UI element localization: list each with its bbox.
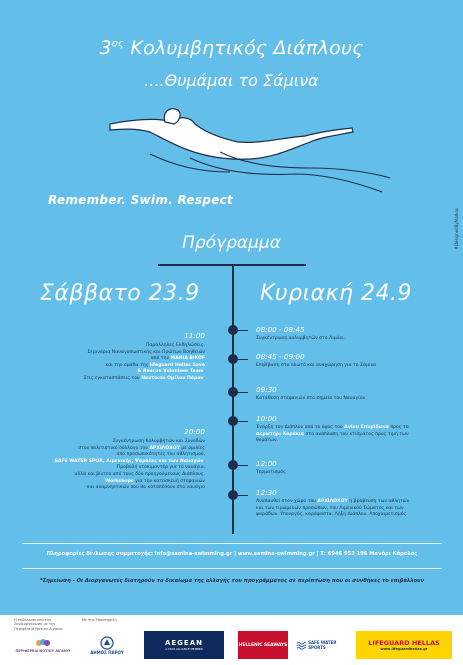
organizer-label: Η εκδήλωση υπό την Συνδιοργάνωση με την Περιφέρεια Νοτίου Αιγαίου bbox=[14, 618, 63, 631]
event-description bbox=[5, 343, 205, 383]
schedule-line: SAFE WATER SPOR, Λιμενικής, Ψαράδες και των Ναυαγών. bbox=[54, 458, 205, 464]
schedule-line: θυμάτων. bbox=[256, 438, 279, 444]
schedule-line: Συγκέντρωση Κολυμβητών και Συνοδών bbox=[112, 439, 205, 444]
timeline-connector bbox=[234, 421, 248, 422]
schedule-line: Workshops για την κατασκευή στεφανιών bbox=[105, 478, 205, 484]
schedule-line: ψαράδων. Υπουργός, καράφαστα, Λήξη Διάπλου. Αποχαιρετισμός bbox=[256, 512, 407, 518]
schedule-line: Παράλληλες Εκδηλώσεις, bbox=[145, 343, 205, 348]
sponsor-footer bbox=[0, 615, 463, 665]
municipality-logo: ΔΗΜΟΣ ΠΑΡΟΥ bbox=[82, 631, 132, 659]
event-title: $3^{o\varsigma}$ Κολυμβητικός Διάπλους bbox=[99, 37, 364, 59]
schedule-line: αλλά και βίντεο από τους δύο προηγούμενους Διάπλους. bbox=[74, 471, 205, 477]
hellenic-seaways-logo: HELLENIC SEAWAYS bbox=[238, 631, 288, 659]
event-description bbox=[256, 336, 446, 343]
event-time: 12:00 bbox=[256, 459, 277, 468]
contact-info: Πληροφορίες δίνλωσης συμμετοχής: info@samina-swimming.gr | www.samina-swimming.gr | Τ: 6946 952 196 Μανόρι Κάραλος bbox=[46, 551, 418, 557]
schedule-line: Αναπαυθεί στον χώρο του ΑΡΧΙΛΟΧΟΥ η βράβευση των αθλητών bbox=[256, 499, 410, 504]
motto-text: Remember. Swim. Respect bbox=[48, 193, 234, 207]
lifeguard-hellas-logo: LIFEGUARD HELLAS www.lifeguardhellas.gr bbox=[356, 631, 452, 659]
divider-line bbox=[22, 568, 442, 569]
event-time: 20:00 bbox=[184, 427, 205, 436]
event-time: 08:00 - 08:45 bbox=[256, 325, 305, 334]
region-logo: ΠΕΡΙΦΕΡΕΙΑ ΝΟΤΙΟΥ ΑΙΓΑΙΟΥ bbox=[14, 631, 72, 659]
event-time: 10:00 bbox=[256, 414, 277, 423]
event-time: 12:30 bbox=[256, 488, 277, 497]
schedule-line: Τερματισμός bbox=[256, 470, 286, 475]
timeline-connector bbox=[234, 392, 248, 393]
schedule-line: Επιβίβαση στο πλωτό και αναχώρηση για το Σάμινα bbox=[256, 363, 377, 368]
designer-credit: #DesignedByMarkos bbox=[454, 208, 459, 250]
schedule-line: & Rescue Volunteer Team. bbox=[137, 369, 205, 375]
schedule-line: και αναμνηστικών που θα καταπέσουν στο ναυάγιο bbox=[86, 485, 205, 491]
event-description bbox=[256, 470, 446, 477]
day-heading-saturday: Σάββατο 23.9 bbox=[40, 281, 200, 306]
day-heading-sunday: Κυριακή 24.9 bbox=[260, 281, 412, 306]
schedule-line: και την ομάδα της lifeguard Hellas Save bbox=[105, 362, 205, 368]
swimmer-illustration bbox=[70, 102, 400, 202]
schedule-line: στον πολιτιστικό σύλλογο του ΑΡΧΙΛΟΧΟΥ με ομιλίες bbox=[78, 445, 205, 451]
schedule-line: και των τιμώμενων προσώπων, του Λιμενικού Σώματος και των bbox=[256, 505, 404, 511]
divider-line bbox=[22, 543, 442, 544]
event-description bbox=[256, 499, 446, 519]
event-description bbox=[256, 363, 446, 370]
schedule-line: Κατάθεση στεφανιών στο σημείο του Ναυαγίου bbox=[256, 396, 366, 401]
schedule-line: Σεμινάρια Ναυαγοσωστικής και Πρώτων Βοηθειών bbox=[87, 349, 205, 355]
disclaimer-note: *Σημείωση - Οι Διοργανωτές διατηρούν το δικαίωμα της αλλαγής του προγράμματος σε περίπτωση που οι συνθήκες το επιβάλλουν bbox=[39, 578, 425, 584]
crest-icon bbox=[100, 636, 114, 650]
schedule-line: από την ΜΑΝΙΑ BIKOF bbox=[150, 356, 205, 362]
schedule-line: από προσωπικότητες του αθλητισμού, bbox=[116, 452, 205, 458]
event-description bbox=[256, 396, 446, 403]
waves-icon bbox=[296, 639, 306, 651]
timeline-connector bbox=[234, 359, 248, 360]
timeline-connector bbox=[234, 330, 248, 331]
event-time: 11:00 bbox=[184, 331, 205, 340]
schedule-line: Στις εγκαταστάσεις του Ναυτικού Ομίλου Πάρου. bbox=[83, 375, 205, 381]
event-time: 08:45 - 09:00 bbox=[256, 352, 305, 361]
region-emblem-icon bbox=[35, 637, 51, 649]
schedule-line: Προβολή ντοκιμαντέρ για το ναυάγιο, bbox=[116, 465, 205, 471]
timeline-connector bbox=[234, 465, 248, 466]
schedule-line: Έναρξη του Διάπλου από το ύψος του Αγίου Σπυρίδωνα προς το bbox=[256, 425, 409, 430]
event-description bbox=[256, 425, 446, 445]
support-label: Με την Υποστήριξη bbox=[82, 618, 117, 622]
schedule-line: Συγκέντρωση κολυμβητών στο Λιμάνι. bbox=[256, 336, 346, 341]
event-description bbox=[5, 439, 205, 492]
event-time: 09:30 bbox=[256, 385, 277, 394]
safe-water-sports-logo: SAFE WATER SPORTS bbox=[296, 631, 348, 659]
timeline-connector bbox=[234, 495, 248, 496]
aegean-logo: AEGEAN A STAR ALLIANCE MEMBER bbox=[144, 631, 224, 659]
event-subtitle: ....Θυμάμαι το Σάμινα bbox=[144, 71, 319, 90]
program-heading: Πρόγραμμα bbox=[182, 233, 281, 253]
schedule-line: ακρωτήρι Κοράκια στο ανάπλαση του κτίσματος προς τιμή των bbox=[256, 431, 409, 437]
